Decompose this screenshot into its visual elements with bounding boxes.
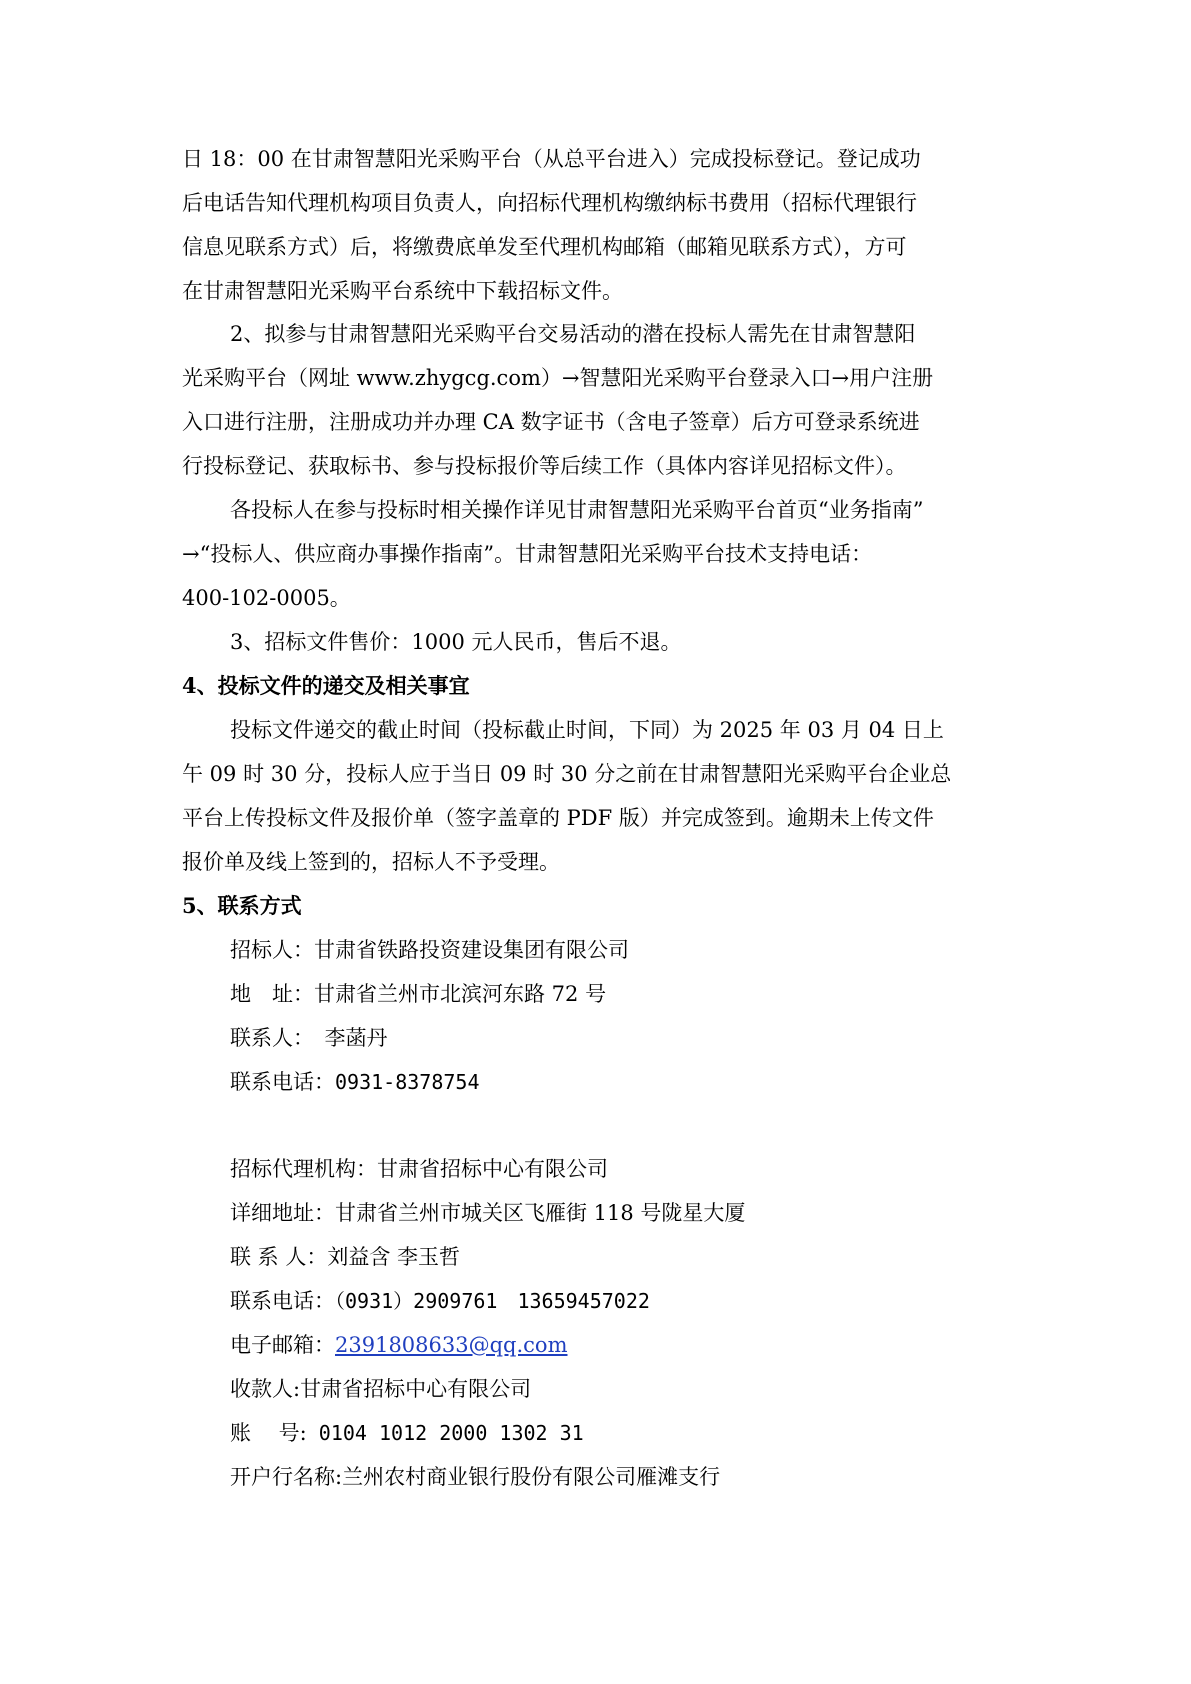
field-value: 兰州农村商业银行股份有限公司雁滩支行 bbox=[342, 1465, 721, 1489]
field-label: 详细地址： bbox=[230, 1201, 335, 1225]
section-heading: 4、投标文件的递交及相关事宜 bbox=[182, 673, 470, 698]
text-line: 入口进行注册，注册成功并办理 CA 数字证书（含电子签章）后方可登录系统进 bbox=[182, 410, 920, 434]
email-link[interactable]: 2391808633@qq.com bbox=[335, 1333, 568, 1357]
text-line: 日 18：00 在甘肃智慧阳光采购平台（从总平台进入）完成投标登记。登记成功 bbox=[182, 147, 921, 171]
paragraph-platform-registration bbox=[182, 312, 1012, 488]
text-line: 投标文件递交的截止时间（投标截止时间，下同）为 2025 年 03 月 04 日上 bbox=[230, 718, 944, 742]
tenderer-name-row bbox=[230, 928, 1010, 972]
text-line: →“投标人、供应商办事操作指南”。甘肃智慧阳光采购平台技术支持电话： bbox=[182, 542, 873, 566]
field-label: 收款人: bbox=[230, 1377, 301, 1401]
section-submission bbox=[182, 664, 1012, 884]
field-label: 开户行名称: bbox=[230, 1465, 343, 1489]
field-value: 0931-8378754 bbox=[335, 1070, 480, 1094]
field-label: 账 号: bbox=[230, 1421, 307, 1445]
text-line: 后电话告知代理机构项目负责人，向招标代理机构缴纳标书费用（招标代理银行 bbox=[182, 191, 917, 215]
field-value: （0931）2909761 13659457022 bbox=[335, 1289, 650, 1313]
field-label: 联系电话： bbox=[230, 1289, 335, 1313]
text-line: 2、拟参与甘肃智慧阳光采购平台交易活动的潜在投标人需先在甘肃智慧阳 bbox=[230, 322, 916, 346]
text-line: 信息见联系方式）后，将缴费底单发至代理机构邮箱（邮箱见联系方式），方可 bbox=[182, 235, 907, 259]
text-line: 行投标登记、获取标书、参与投标报价等后续工作（具体内容详见招标文件）。 bbox=[182, 454, 907, 478]
text-line: 400-102-0005。 bbox=[182, 586, 351, 610]
text-line: 3、招标文件售价：1000 元人民币，售后不退。 bbox=[230, 630, 682, 654]
agent-contact-row bbox=[230, 1235, 1010, 1279]
field-value: 0104 1012 2000 1302 31 bbox=[306, 1421, 584, 1445]
agent-contact-block bbox=[230, 1147, 1010, 1499]
agent-address-row bbox=[230, 1191, 1010, 1235]
agent-account-row bbox=[230, 1411, 1010, 1455]
agent-name-row bbox=[230, 1147, 1010, 1191]
field-label: 电子邮箱： bbox=[230, 1333, 335, 1357]
field-label: 招标人： bbox=[230, 938, 314, 962]
field-value: 甘肃省招标中心有限公司 bbox=[377, 1157, 608, 1181]
text-line: 光采购平台（网址 www.zhygcg.com）→智慧阳光采购平台登录入口→用户注册 bbox=[182, 366, 934, 390]
paragraph-document-price bbox=[182, 620, 1012, 664]
field-label: 联系人： bbox=[230, 1026, 304, 1050]
field-value: 甘肃省铁路投资建设集团有限公司 bbox=[314, 938, 629, 962]
paragraph-operation-guide bbox=[182, 488, 1012, 620]
agent-bank-row bbox=[230, 1455, 1010, 1499]
text-line: 各投标人在参与投标时相关操作详见甘肃智慧阳光采购平台首页“业务指南” bbox=[230, 498, 924, 522]
tenderer-address-row bbox=[230, 972, 1010, 1016]
text-line: 报价单及线上签到的，招标人不予受理。 bbox=[182, 850, 560, 874]
section-contact-heading bbox=[182, 884, 1012, 928]
text-line: 午 09 时 30 分，投标人应于当日 09 时 30 分之前在甘肃智慧阳光采购平台企业总 bbox=[182, 762, 952, 786]
agent-email-row bbox=[230, 1323, 1010, 1367]
agent-payee-row bbox=[230, 1367, 1010, 1411]
tenderer-phone-row bbox=[230, 1060, 1010, 1104]
field-label: 地 址： bbox=[230, 982, 314, 1006]
field-value: 甘肃省兰州市北滨河东路 72 号 bbox=[314, 982, 607, 1006]
paragraph-registration bbox=[182, 137, 1012, 313]
field-value: 李菡丹 bbox=[303, 1026, 388, 1050]
field-label: 联 系 人： bbox=[230, 1245, 328, 1269]
field-label: 联系电话： bbox=[230, 1070, 335, 1094]
agent-phone-row bbox=[230, 1279, 1010, 1323]
tenderer-contact-row bbox=[230, 1016, 1010, 1060]
text-line: 平台上传投标文件及报价单（签字盖章的 PDF 版）并完成签到。逾期未上传文件 bbox=[182, 806, 934, 830]
section-heading: 5、联系方式 bbox=[182, 893, 302, 918]
field-value: 刘益含 李玉哲 bbox=[327, 1245, 461, 1269]
field-value: 甘肃省兰州市城关区飞雁街 118 号陇星大厦 bbox=[335, 1201, 746, 1225]
field-label: 招标代理机构： bbox=[230, 1157, 377, 1181]
field-value: 甘肃省招标中心有限公司 bbox=[300, 1377, 532, 1401]
text-line: 在甘肃智慧阳光采购平台系统中下载招标文件。 bbox=[182, 279, 623, 303]
tenderer-contact-block bbox=[230, 928, 1010, 1104]
